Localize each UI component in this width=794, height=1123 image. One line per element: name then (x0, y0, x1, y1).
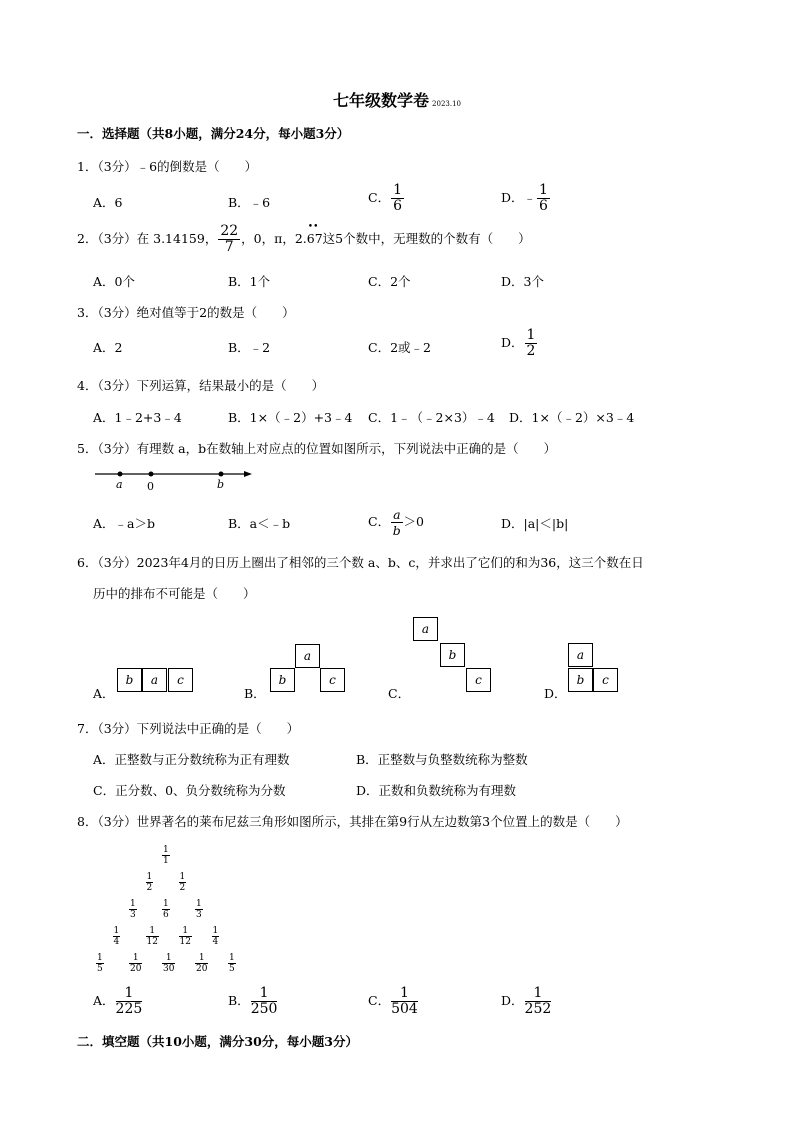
point-b (219, 472, 224, 477)
q1-option-d: D．﹣ $\frac{1}{6}$ (501, 182, 548, 214)
q6-d-cell-c: c (593, 668, 618, 692)
q7-option-a: A．正整数与正分数统称为正有理数 (93, 752, 290, 767)
q7-option-b: B．正整数与负整数统称为整数 (356, 752, 528, 767)
q7-option-c: C．正分数、0、负分数统称为分数 (93, 783, 286, 798)
q6-stem-line2: 历中的排布不可能是（ ） (93, 586, 256, 601)
label-a: a (116, 478, 123, 491)
q6-a-cell-a: a (142, 668, 167, 692)
q6-c-cell-c: c (466, 668, 491, 692)
triangle-fraction: $\frac{1}{2}$ (179, 872, 186, 893)
q5-option-b: B．a＜﹣b (228, 516, 291, 531)
q4-option-a: A．1﹣2+3﹣4 (93, 410, 182, 425)
q3-option-c: C．2或﹣2 (368, 340, 431, 355)
q5-stem: 5．（3分）有理数 a，b在数轴上对应点的位置如图所示，下列说法中正确的是（ ） (77, 441, 557, 456)
q1-stem: 1．（3分）﹣6的倒数是（ ） (77, 159, 258, 174)
q2-option-d: D．3个 (501, 274, 544, 289)
q4-stem: 4．（3分）下列运算，结果最小的是（ ） (77, 378, 325, 393)
triangle-fraction: $\frac{1}{4}$ (113, 926, 120, 947)
q6-c-cell-b: b (440, 643, 465, 667)
triangle-fraction: $\frac{1}{30}$ (163, 953, 175, 974)
page-title: 七年级数学卷 2023.10 (333, 91, 461, 110)
q8-option-b: B． $\frac{1}{250}$ (228, 985, 278, 1017)
q8-option-a: A． $\frac{1}{225}$ (93, 985, 143, 1017)
q6-b-cell-c: c (320, 668, 345, 692)
section-choice-heading: 一．选择题（共8小题，满分24分，每小题3分） (77, 126, 350, 141)
q6-d-cell-a: a (568, 643, 593, 667)
q2-stem: 2．（3分）在 3.14159， $\frac{22}{7}$ ，0，π，2. •• 67这5个数中，无理数的个数有（ ） (77, 222, 531, 255)
triangle-fraction: $\frac{1}{3}$ (196, 899, 202, 920)
q1-option-a: A．6 (93, 195, 123, 210)
q1-option-c: C． $\frac{1}{6}$ (368, 182, 402, 214)
q4-option-b: B．1×（﹣2）+3﹣4 (228, 410, 353, 425)
q6-a-cell-b: b (117, 668, 142, 692)
point-a (118, 472, 123, 477)
q3-option-a: A．2 (93, 340, 123, 355)
q5-option-a: A．﹣a＞b (93, 516, 155, 531)
label-b: b (217, 478, 225, 491)
q8-option-c: C． $\frac{1}{504}$ (368, 985, 418, 1017)
q3-option-d: D． $\frac{1}{2}$ (501, 327, 536, 359)
triangle-fraction: $\frac{1}{5}$ (229, 953, 235, 974)
q6-option-d-label: D． (544, 686, 567, 701)
triangle-fraction: $\frac{1}{12}$ (179, 926, 191, 947)
q4-option-c: C．1﹣（﹣2×3）﹣4 (368, 410, 495, 425)
q6-d-cell-b: b (568, 668, 593, 692)
q8-option-d: D． $\frac{1}{252}$ (501, 985, 552, 1017)
repeating-dots: •• (307, 222, 319, 232)
q1-option-b: B．﹣6 (228, 195, 271, 210)
q5-option-d: D．|a|＜|b| (501, 516, 569, 531)
triangle-fraction: $\frac{1}{3}$ (130, 899, 136, 920)
q2-option-a: A．0个 (93, 274, 135, 289)
triangle-fraction: $\frac{1}{4}$ (212, 926, 219, 947)
exam-date: 2023.10 (432, 100, 461, 108)
q3-stem: 3．（3分）绝对值等于2的数是（ ） (77, 305, 295, 320)
point-zero (149, 472, 154, 477)
q6-c-cell-a: a (413, 617, 438, 641)
triangle-fraction: $\frac{1}{5}$ (97, 953, 103, 974)
q8-stem: 8．（3分）世界著名的莱布尼兹三角形如图所示，其排在第9行从左边数第3个位置上的数是（ ） (77, 814, 628, 829)
q6-option-c-label: C． (388, 686, 411, 701)
q6-option-b-label: B． (244, 686, 266, 701)
triangle-fraction: $\frac{1}{12}$ (146, 926, 158, 947)
triangle-fraction: $\frac{1}{6}$ (163, 899, 169, 920)
section-fill-heading: 二．填空题（共10小题，满分30分，每小题3分） (77, 1034, 358, 1049)
q5-option-c: C． $\frac{a}{b}$ ＞0 (368, 507, 424, 538)
triangle-fraction: $\frac{1}{1}$ (163, 845, 169, 866)
q6-b-cell-a: a (295, 644, 320, 668)
q6-stem-line1: 6．（3分）2023年4月的日历上圈出了相邻的三个数 a、b、c，并求出了它们的和为36，这三个数在日 (77, 555, 644, 570)
q6-b-cell-b: b (270, 668, 295, 692)
q3-option-b: B．﹣2 (228, 340, 271, 355)
q6-a-cell-c: c (168, 668, 193, 692)
number-line-figure (90, 464, 260, 494)
label-zero: 0 (147, 480, 154, 493)
q7-option-d: D．正数和负数统称为有理数 (356, 783, 517, 798)
q2-option-b: B．1个 (228, 274, 271, 289)
triangle-fraction: $\frac{1}{2}$ (146, 872, 153, 893)
q4-option-d: D．1×（﹣2）×3﹣4 (509, 410, 635, 425)
triangle-fraction: $\frac{1}{20}$ (196, 953, 208, 974)
q6-option-a-label: A． (93, 686, 115, 701)
q7-stem: 7．（3分）下列说法中正确的是（ ） (77, 721, 300, 736)
q2-option-c: C．2个 (368, 274, 411, 289)
triangle-fraction: $\frac{1}{20}$ (130, 953, 142, 974)
